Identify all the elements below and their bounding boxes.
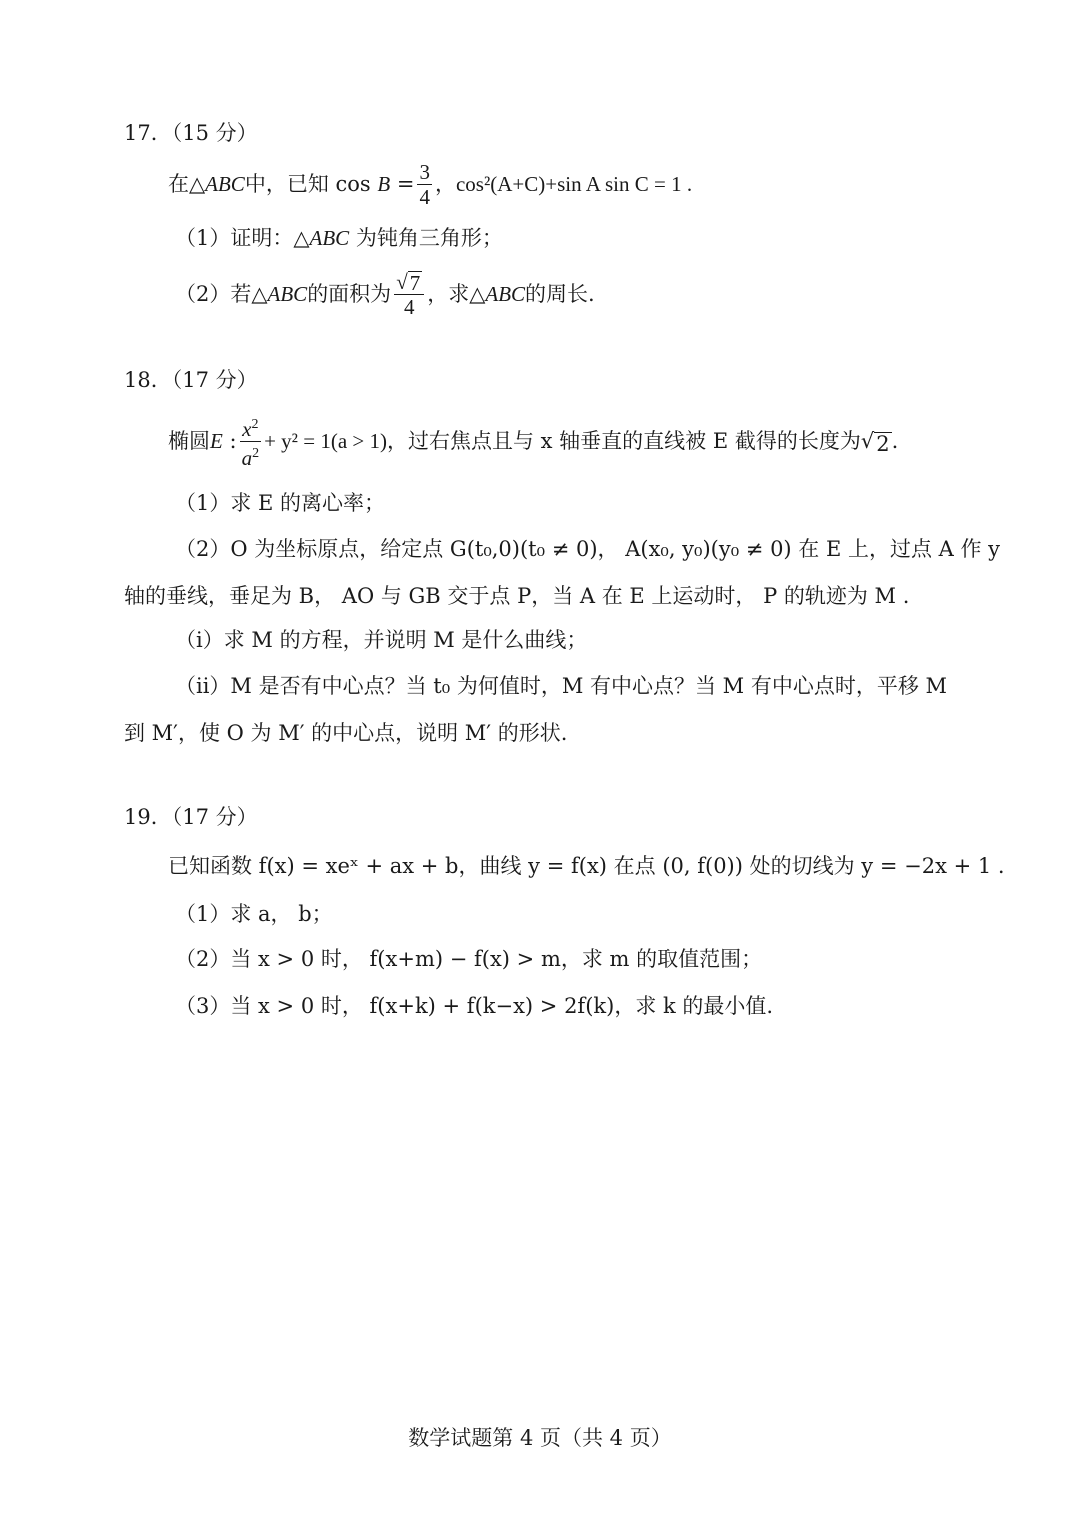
q18-stem-pre: 椭圆 xyxy=(168,429,210,453)
q17-header: 17．（15 分） xyxy=(124,121,258,145)
q18-stem-end: . xyxy=(891,429,899,453)
q17-stem-B: B xyxy=(377,172,391,196)
q17-part1 xyxy=(175,224,503,252)
q17-p2-end-tri: ABC xyxy=(485,282,526,306)
q18-stem-E: E xyxy=(210,429,223,453)
q17-p1-tri: ABC xyxy=(309,226,350,250)
q17-frac-sqrt7-4: √ 7 4 xyxy=(394,270,424,319)
q18-part-i: （ⅰ）求 M 的方程，并说明 M 是什么曲线； xyxy=(175,628,588,652)
q17-p2-mid: 的面积为 xyxy=(307,282,392,306)
q18-part2-line2: 轴的垂线，垂足为 B， AO 与 GB 交于点 P，当 A 在 E 上运动时， P 的轨迹为 M . xyxy=(124,584,910,608)
q17-p2-label: （2）若△ xyxy=(175,282,268,306)
q17-p2-end: 的周长. xyxy=(525,282,595,306)
q18-frac-x2-a2: $\frac{x^2}{a^2}$ xyxy=(240,413,262,470)
q19-part1: （1）求 a， b； xyxy=(175,902,333,926)
q18-part-ii-line1: （ⅱ）M 是否有中心点？当 t₀ 为何值时，M 有中心点？当 M 有中心点时，平移 M xyxy=(175,674,948,698)
sqrt-2: √ 2 xyxy=(860,429,890,456)
q17-p2-end-pre: ，求△ xyxy=(427,282,486,306)
q19-part2: （2）当 x > 0 时， f(x+m) − f(x) > m，求 m 的取值范围； xyxy=(175,947,763,971)
q18-part-ii-line2: 到 M′，使 O 为 M′ 的中心点，说明 M′ 的形状. xyxy=(124,721,568,745)
page-footer: 数学试题第 4 页（共 4 页） xyxy=(408,1426,672,1450)
q18-part1: （1）求 E 的离心率； xyxy=(175,491,386,515)
q19-stem: 已知函数 f(x) = xeˣ + ax + b，曲线 y = f(x) 在点 (0, f(0)) 处的切线为 y = −2x + 1 . xyxy=(168,854,1005,878)
q18-header: 18．（17 分） xyxy=(124,368,258,392)
q17-frac-3-4 xyxy=(417,160,432,209)
q17-frac-den: 4 xyxy=(419,184,430,209)
q19-header: 19．（17 分） xyxy=(124,805,258,829)
q17-stem: 在△ ABC 中，已知 cos B = $\frac{3}{4}$ ，cos²(A+C)+sin A sin C = 1 . xyxy=(168,159,693,209)
q17-stem-mid: 中，已知 cos xyxy=(244,172,371,196)
q18-part2-line1: （2）O 为坐标原点，给定点 G(t₀,0)(t₀ ≠ 0)， A(x₀, y₀)(y₀ ≠ 0) 在 E 上，过点 A 作 y xyxy=(175,537,1001,561)
q17-stem-pre: 在△ xyxy=(168,172,206,196)
q17-stem-cond: ，cos²(A+C)+sin A sin C = 1 . xyxy=(434,172,693,196)
q19-part3: （3）当 x > 0 时， f(x+k) + f(k−x) > 2f(k)，求 k 的最小值. xyxy=(175,994,774,1018)
q17-frac-num: 3 xyxy=(419,159,430,184)
q17-part2 xyxy=(175,266,595,322)
sqrt-7: √ 7 xyxy=(396,269,421,295)
q18-stem: 椭圆 E : $\frac{x^2}{a^2}$ + y² = 1(a > 1) ，过右焦点且与 x 轴垂直的直线被 E 截得的长度为 √ 2 . xyxy=(168,412,898,470)
q17-p1-label: （1）证明：△ xyxy=(175,226,310,250)
q17-p2-tri: ABC xyxy=(267,282,308,306)
q17-stem-tri: ABC xyxy=(205,172,245,196)
q17-p1-text: 为钝角三角形； xyxy=(349,226,503,250)
q18-stem-eq-tail: + y² = 1(a > 1) xyxy=(264,429,387,453)
q18-stem-rest: ，过右焦点且与 x 轴垂直的直线被 E 截得的长度为 xyxy=(386,429,861,453)
